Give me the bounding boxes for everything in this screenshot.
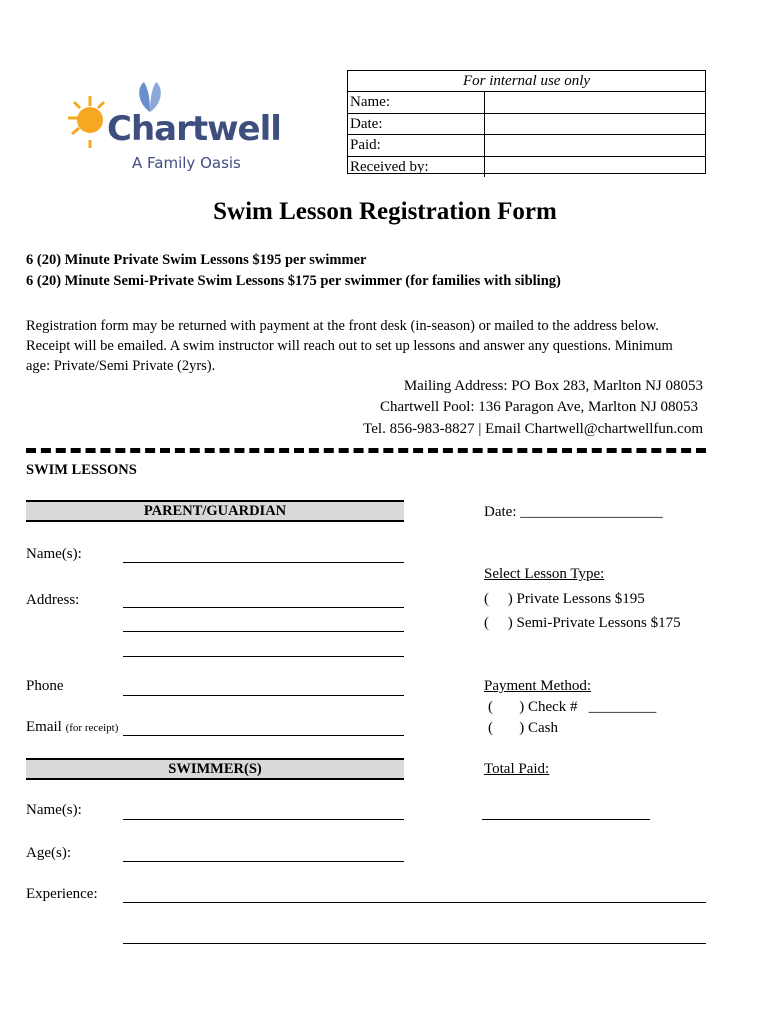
option-private-lessons[interactable]: ( ) Private Lessons $195 — [484, 591, 645, 607]
email-note: (for receipt) — [65, 722, 119, 734]
internal-row-date: Date: — [348, 114, 705, 136]
swimmer-ages-label: Age(s): — [26, 845, 71, 861]
date-field[interactable]: Date: ___________________ — [484, 504, 663, 520]
experience-field-2[interactable] — [123, 943, 706, 944]
phone-field[interactable] — [123, 695, 404, 696]
experience-field-1[interactable] — [123, 902, 706, 903]
swimmer-ages-field[interactable] — [123, 861, 404, 862]
payment-method-label: Payment Method: — [484, 678, 592, 694]
lesson-type-label: Select Lesson Type: — [484, 566, 605, 582]
internal-use-table — [347, 70, 706, 174]
address-field-1[interactable] — [123, 607, 404, 608]
internal-row-name: Name: — [348, 92, 705, 114]
internal-paid-value[interactable] — [485, 135, 705, 156]
section-title: SWIM LESSONS — [26, 462, 137, 478]
pricing-private: 6 (20) Minute Private Swim Lessons $195 per swimmer — [26, 252, 367, 268]
experience-label: Experience: — [26, 886, 98, 902]
internal-date-value[interactable] — [485, 114, 705, 135]
payment-check-option[interactable]: ( ) Check # _________ — [488, 699, 657, 715]
email-field[interactable] — [123, 735, 404, 736]
total-paid-label: Total Paid: — [484, 761, 550, 777]
swimmer-names-field[interactable] — [123, 819, 404, 820]
contact-phone-email: Tel. 856-983-8827 | Email Chartwell@chartwellfun.com — [363, 421, 703, 437]
total-paid-field[interactable] — [482, 819, 650, 820]
parent-names-label: Name(s): — [26, 546, 82, 562]
mailing-address: Mailing Address: PO Box 283, Marlton NJ 08053 — [403, 378, 703, 394]
logo-wordmark: Chartwell — [107, 109, 281, 149]
option-semi-private-lessons[interactable]: ( ) Semi-Private Lessons $175 — [484, 615, 681, 631]
internal-received-value[interactable] — [485, 157, 705, 178]
page-title: Swim Lesson Registration Form — [213, 198, 557, 225]
phone-label: Phone — [26, 678, 64, 694]
pricing-semi-private: 6 (20) Minute Semi-Private Swim Lessons $175 per swimmer (for families with sibling) — [26, 273, 561, 289]
email-label: Email (for receipt) — [26, 719, 119, 735]
intro-paragraph: Registration form may be returned with payment at the front desk (in-season) or mailed to the address below. Receipt will be emailed. A swim instructor will reach out to set up lessons and answer any questions. Minimum age: Private/Semi Private (2yrs). — [26, 318, 673, 374]
internal-name-value[interactable] — [485, 92, 705, 113]
parent-guardian-band: PARENT/GUARDIAN — [26, 500, 404, 522]
address-field-2[interactable] — [123, 631, 404, 632]
pool-address: Chartwell Pool: 136 Paragon Ave, Marlton NJ 08053 — [379, 399, 698, 415]
internal-row-paid: Paid: — [348, 135, 705, 157]
swimmers-band: SWIMMER(S) — [26, 758, 404, 780]
logo-tagline: A Family Oasis — [132, 154, 241, 172]
dashed-divider — [26, 448, 706, 458]
internal-row-received: Received by: — [348, 157, 705, 178]
parent-names-field[interactable] — [123, 562, 404, 563]
internal-use-header: For internal use only — [348, 71, 705, 92]
chartwell-logo — [60, 78, 281, 178]
address-label: Address: — [26, 592, 80, 608]
payment-cash-option[interactable]: ( ) Cash — [488, 720, 558, 736]
address-field-3[interactable] — [123, 656, 404, 657]
swimmer-names-label: Name(s): — [26, 802, 82, 818]
